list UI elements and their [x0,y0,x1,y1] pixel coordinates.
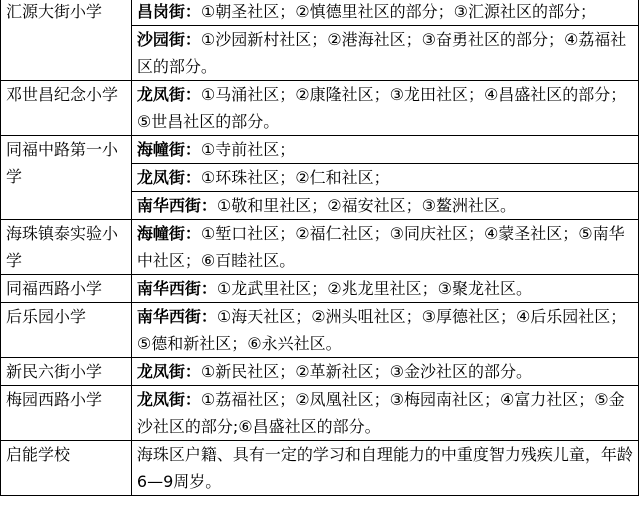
area-cell [131,220,638,275]
school-name-cell [1,136,132,220]
school-name-cell [1,220,132,275]
community-list: ①荔福社区；②凤凰社区；③梅园南社区；④富力社区；⑤金沙社区的部分;⑥昌盛社区的部分。 [136,390,625,436]
area-cell [131,164,638,192]
street-name: 南华西街： [136,307,217,326]
community-list: ①沙园新村社区；②港海社区；③奋勇社区的部分；④荔福社区的部分。 [136,30,627,76]
table-row [1,275,639,303]
area-cell [131,303,638,358]
area-cell [131,81,638,136]
school-name: 梅园西路小学 [6,390,103,409]
table-row [1,303,639,358]
school-name: 邓世昌纪念小学 [6,85,119,104]
school-name: 汇源大街小学 [6,2,103,21]
school-name: 同福西路小学 [6,279,103,298]
community-list: ①马涌社区；②康隆社区；③龙田社区；④昌盛社区的部分；⑤世昌社区的部分。 [136,85,627,131]
school-name: 启能学校 [6,445,71,464]
street-name: 海幢街： [136,224,201,243]
area-cell [131,441,638,496]
street-name: 南华西街： [136,279,217,298]
street-name: 龙凤街： [136,390,201,409]
school-name: 同福中路第一小学 [6,140,119,186]
table-row [1,136,639,164]
community-list: ①堑口社区；②福仁社区；③同庆社区；④蒙圣社区；⑤南华中社区；⑥百睦社区。 [136,224,625,270]
table-row [1,441,639,496]
community-list: ①龙武里社区；②兆龙里社区；③聚龙社区。 [216,279,532,298]
school-name-cell [1,441,132,496]
school-name-cell [1,81,132,136]
community-list: ①新民社区；②革新社区；③金沙社区的部分。 [200,362,532,381]
table-row [1,358,639,386]
area-cell [131,136,638,164]
table-row [1,220,639,275]
school-name-cell [1,386,132,441]
school-name: 后乐园小学 [6,307,87,326]
street-name: 龙凤街： [136,362,201,381]
table-row [1,0,639,26]
school-name-cell [1,275,132,303]
school-name: 新民六街小学 [6,362,103,381]
area-cell [131,386,638,441]
street-name: 南华西街： [136,196,217,215]
street-name: 海幢街： [136,140,201,159]
school-name-cell [1,303,132,358]
community-list: ①环珠社区；②仁和社区； [200,168,390,187]
table-row [1,81,639,136]
area-cell [131,26,638,81]
area-cell [131,192,638,220]
table-row [1,386,639,441]
community-list: ①寺前社区； [200,140,296,159]
area-cell [131,358,638,386]
community-list: 海珠区户籍、具有一定的学习和自理能力的中重度智力残疾儿童，年龄6—9周岁。 [136,445,633,491]
street-name: 龙凤街： [136,85,201,104]
street-name: 昌岗街： [136,2,201,21]
school-name-cell [1,358,132,386]
street-name: 龙凤街： [136,168,201,187]
community-list: ①敬和里社区；②福安社区；③鳌洲社区。 [216,196,516,215]
area-cell [131,275,638,303]
street-name: 沙园街： [136,30,201,49]
area-cell [131,0,638,26]
school-name-cell [1,0,132,81]
school-name: 海珠镇泰实验小学 [6,224,119,270]
community-list: ①朝圣社区；②慎德里社区的部分；③汇源社区的部分； [200,2,596,21]
community-list: ①海天社区；②洲头咀社区；③厚德社区；④后乐园社区；⑤德和新社区；⑥永兴社区。 [136,307,627,353]
